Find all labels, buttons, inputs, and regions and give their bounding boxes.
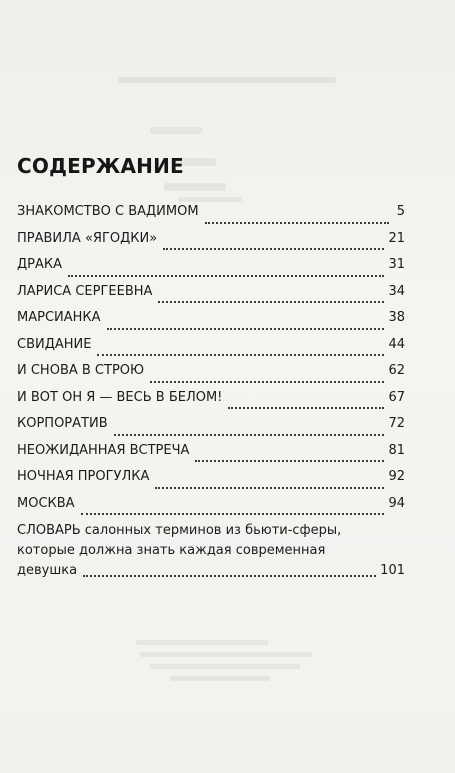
dot-leader [83,574,376,577]
contents-heading: СОДЕРЖАНИЕ [17,154,184,178]
dot-leader [195,459,384,462]
dot-leader [107,327,385,330]
bleed-through-line [150,127,202,134]
dot-leader [163,247,384,250]
toc-entry[interactable] [17,440,405,467]
glossary-title-line-3: девушка [17,563,78,578]
toc-entry-title: И ВОТ ОН Я — ВЕСЬ В БЕЛОМ! [17,389,223,405]
toc-entry[interactable] [17,334,405,361]
toc-entry[interactable] [17,201,405,228]
dot-leader [68,274,384,277]
toc-entry-title: ДРАКА [17,257,63,272]
toc-entry-title: И СНОВА В СТРОЮ [17,363,145,378]
dot-leader [205,221,389,224]
toc-entry-title: НОЧНАЯ ПРОГУЛКА [17,469,150,484]
toc-entry[interactable] [17,307,405,334]
bleed-through-line [170,676,270,681]
toc-entry-title: ЛАРИСА СЕРГЕЕВНА [17,283,153,299]
toc-entry[interactable] [17,466,405,493]
dot-leader [228,406,384,409]
toc-entry-page: 38 [388,310,405,325]
toc-entry-page: 92 [388,469,405,484]
toc-entry-title: ЗНАКОМСТВО С ВАДИМОМ [17,204,199,219]
dot-leader [114,433,385,436]
bleed-through-line [164,183,226,191]
toc-entry-page: 94 [388,495,405,511]
glossary-last-line [17,561,405,581]
toc-entry-page: 5 [396,204,405,219]
toc-entry-page: 81 [388,442,405,458]
toc-entry[interactable] [17,360,405,387]
toc-entry-title: НЕОЖИДАННАЯ ВСТРЕЧА [17,442,190,458]
dot-leader [150,380,384,383]
toc-entry-page: 21 [388,230,405,246]
toc-entry-title: СВИДАНИЕ [17,336,92,352]
dot-leader [155,486,384,489]
toc-entry-title: МОСКВА [17,495,75,511]
glossary-title-line-2: которые должна знать каждая современная [17,543,326,558]
toc-entry-page: 67 [388,389,405,405]
toc-entry-page: 101 [380,563,405,578]
toc-entry-page: 31 [388,257,405,272]
toc-entry-title: ПРАВИЛА «ЯГОДКИ» [17,230,158,246]
dot-leader [97,353,384,356]
dot-leader [81,512,385,515]
toc-entry-page: 34 [388,283,405,299]
bleed-through-line [136,640,268,645]
toc-entry-title: КОРПОРАТИВ [17,416,108,431]
toc-entry[interactable] [17,254,405,281]
toc-entry-title: МАРСИАНКА [17,310,101,325]
toc-entry[interactable] [17,228,405,255]
toc-entry-glossary[interactable] [17,521,405,581]
toc-entry-page: 62 [388,363,405,378]
bleed-through-line [150,664,300,669]
glossary-title-line-1: СЛОВАРЬ салонных терминов из бьюти-сферы, [17,523,342,538]
toc-entry-page: 44 [388,336,405,352]
toc-entry[interactable] [17,387,405,414]
toc-entry[interactable] [17,413,405,440]
toc-entry[interactable] [17,493,405,520]
toc-entry-page: 72 [388,416,405,431]
bleed-through-line [140,652,312,657]
toc-entry[interactable] [17,281,405,308]
dot-leader [158,300,384,303]
bleed-through-line [118,77,336,83]
contents-list [17,201,405,581]
